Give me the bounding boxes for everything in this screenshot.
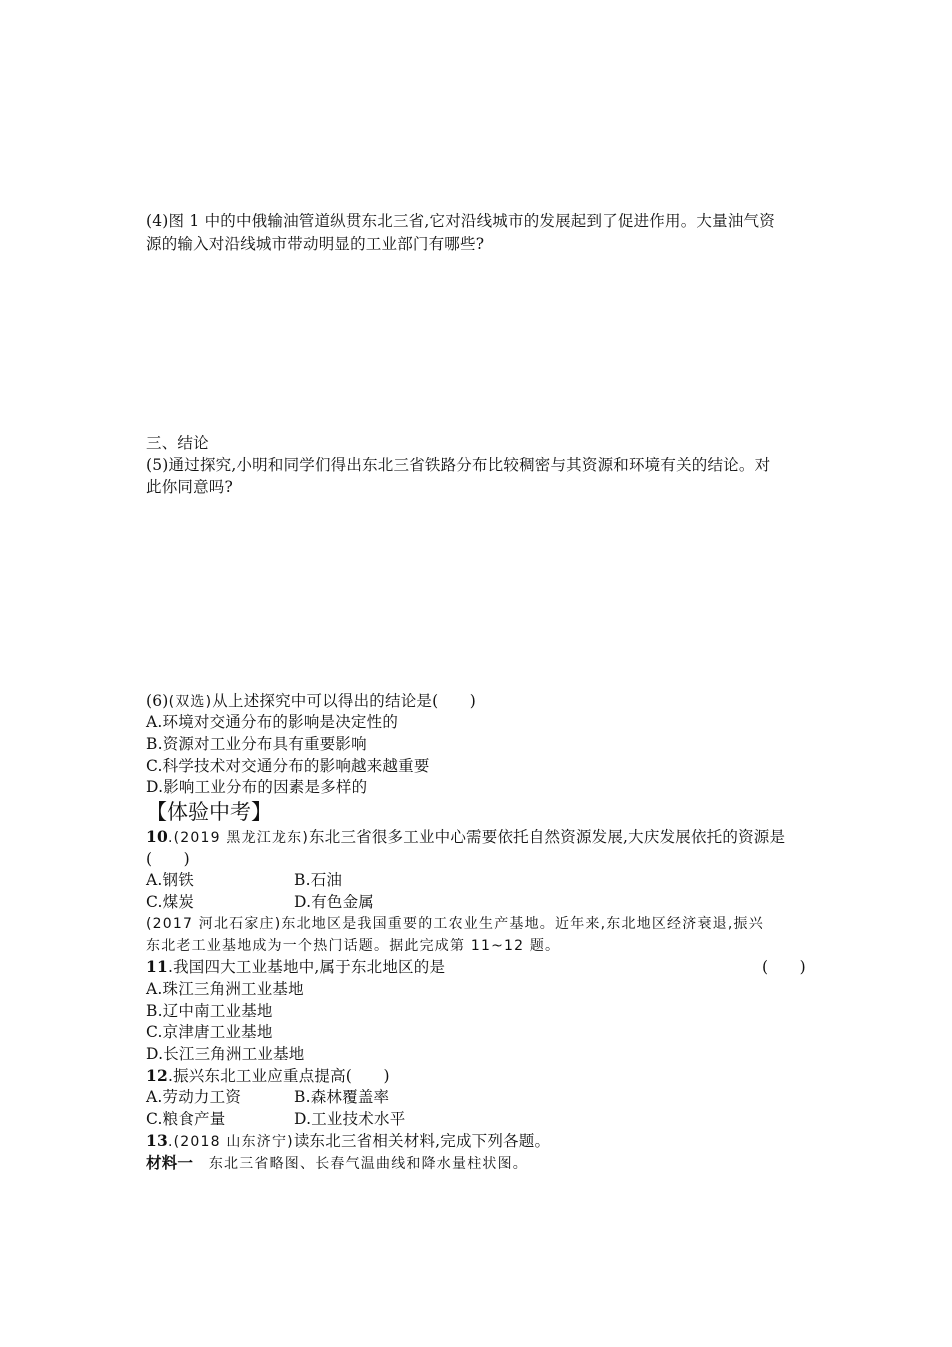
q10-stem [146,826,785,849]
q11-text: .我国四大工业基地中,属于东北地区的是 [167,958,446,976]
q6-option-b: B.资源对工业分布具有重要影响 [146,735,367,753]
q10-number: 10 [146,827,168,846]
q4-line-2: 源的输入对沿线城市带动明显的工业部门有哪些? [146,235,485,253]
q11-option-d: D.长江三角洲工业基地 [146,1045,305,1063]
q6-stem [146,690,476,713]
q12-stem [146,1065,390,1087]
q6-option-d: D.影响工业分布的因素是多样的 [146,778,368,796]
q13-source: .(2018 山东济宁) [167,1134,294,1150]
q4-line-1: (4)图 1 中的中俄输油管道纵贯东北三省,它对沿线城市的发展起到了促进作用。大量油气资 [146,212,775,230]
q13-material-text: 东北三省略图、长春气温曲线和降水量柱状图。 [208,1156,529,1172]
q12-number: 12 [146,1066,168,1085]
q13-number: 13 [146,1131,168,1150]
q6-tag: (双选) [168,694,213,710]
q10-source: .(2019 黑龙江龙东) [167,830,310,846]
q10-text: 东北三省很多工业中心需要依托自然资源发展,大庆发展依托的资源是 [309,828,786,846]
material-intro-line-1: (2017 河北石家庄)东北地区是我国重要的工农业生产基地。近年来,东北地区经济衰退,振兴 [146,916,764,932]
q10-option-c: C.煤炭 [146,893,195,911]
q10-paren: ( ) [146,850,190,868]
q10-option-d: D.有色金属 [294,893,375,911]
q11-option-c: C.京津唐工业基地 [146,1023,273,1041]
section-title: 【体验中考】 [146,800,272,824]
q11-paren: ( ) [762,958,806,976]
q6-prefix: (6) [146,692,169,710]
q13-material-one [146,1152,528,1175]
q12-option-d: D.工业技术水平 [294,1110,406,1128]
q13-text: 读东北三省相关材料,完成下列各题。 [293,1132,551,1150]
q12-text: .振兴东北工业应重点提高( ) [167,1067,390,1085]
q10-option-a: A.钢铁 [146,871,194,889]
q10-option-b: B.石油 [294,871,343,889]
q5-line-2: 此你同意吗? [146,478,234,496]
q11-option-a: A.珠江三角洲工业基地 [146,980,304,998]
q12-option-b: B.森林覆盖率 [294,1088,390,1106]
q6-text: 从上述探究中可以得出的结论是( ) [212,692,476,710]
q11-stem [146,956,816,978]
q5-line-1: (5)通过探究,小明和同学们得出东北三省铁路分布比较稠密与其资源和环境有关的结论。对 [146,456,771,474]
q11-option-b: B.辽中南工业基地 [146,1002,273,1020]
material-intro-line-2: 东北老工业基地成为一个热门话题。据此完成第 11~12 题。 [146,938,561,954]
q12-option-c: C.粮食产量 [146,1110,226,1128]
q6-option-a: A.环境对交通分布的影响是决定性的 [146,713,399,731]
q13-stem [146,1130,550,1153]
q13-material-label: 材料一 [146,1153,194,1172]
q10-options-row-2 [146,891,446,913]
q11-number: 11 [146,957,168,976]
q12-options-row-2 [146,1108,466,1130]
conclusion-heading: 三、结论 [146,434,209,452]
q6-option-c: C.科学技术对交通分布的影响越来越重要 [146,757,430,775]
q12-option-a: A.劳动力工资 [146,1088,242,1106]
q12-options-row-1 [146,1086,446,1108]
q10-options-row-1 [146,869,446,891]
